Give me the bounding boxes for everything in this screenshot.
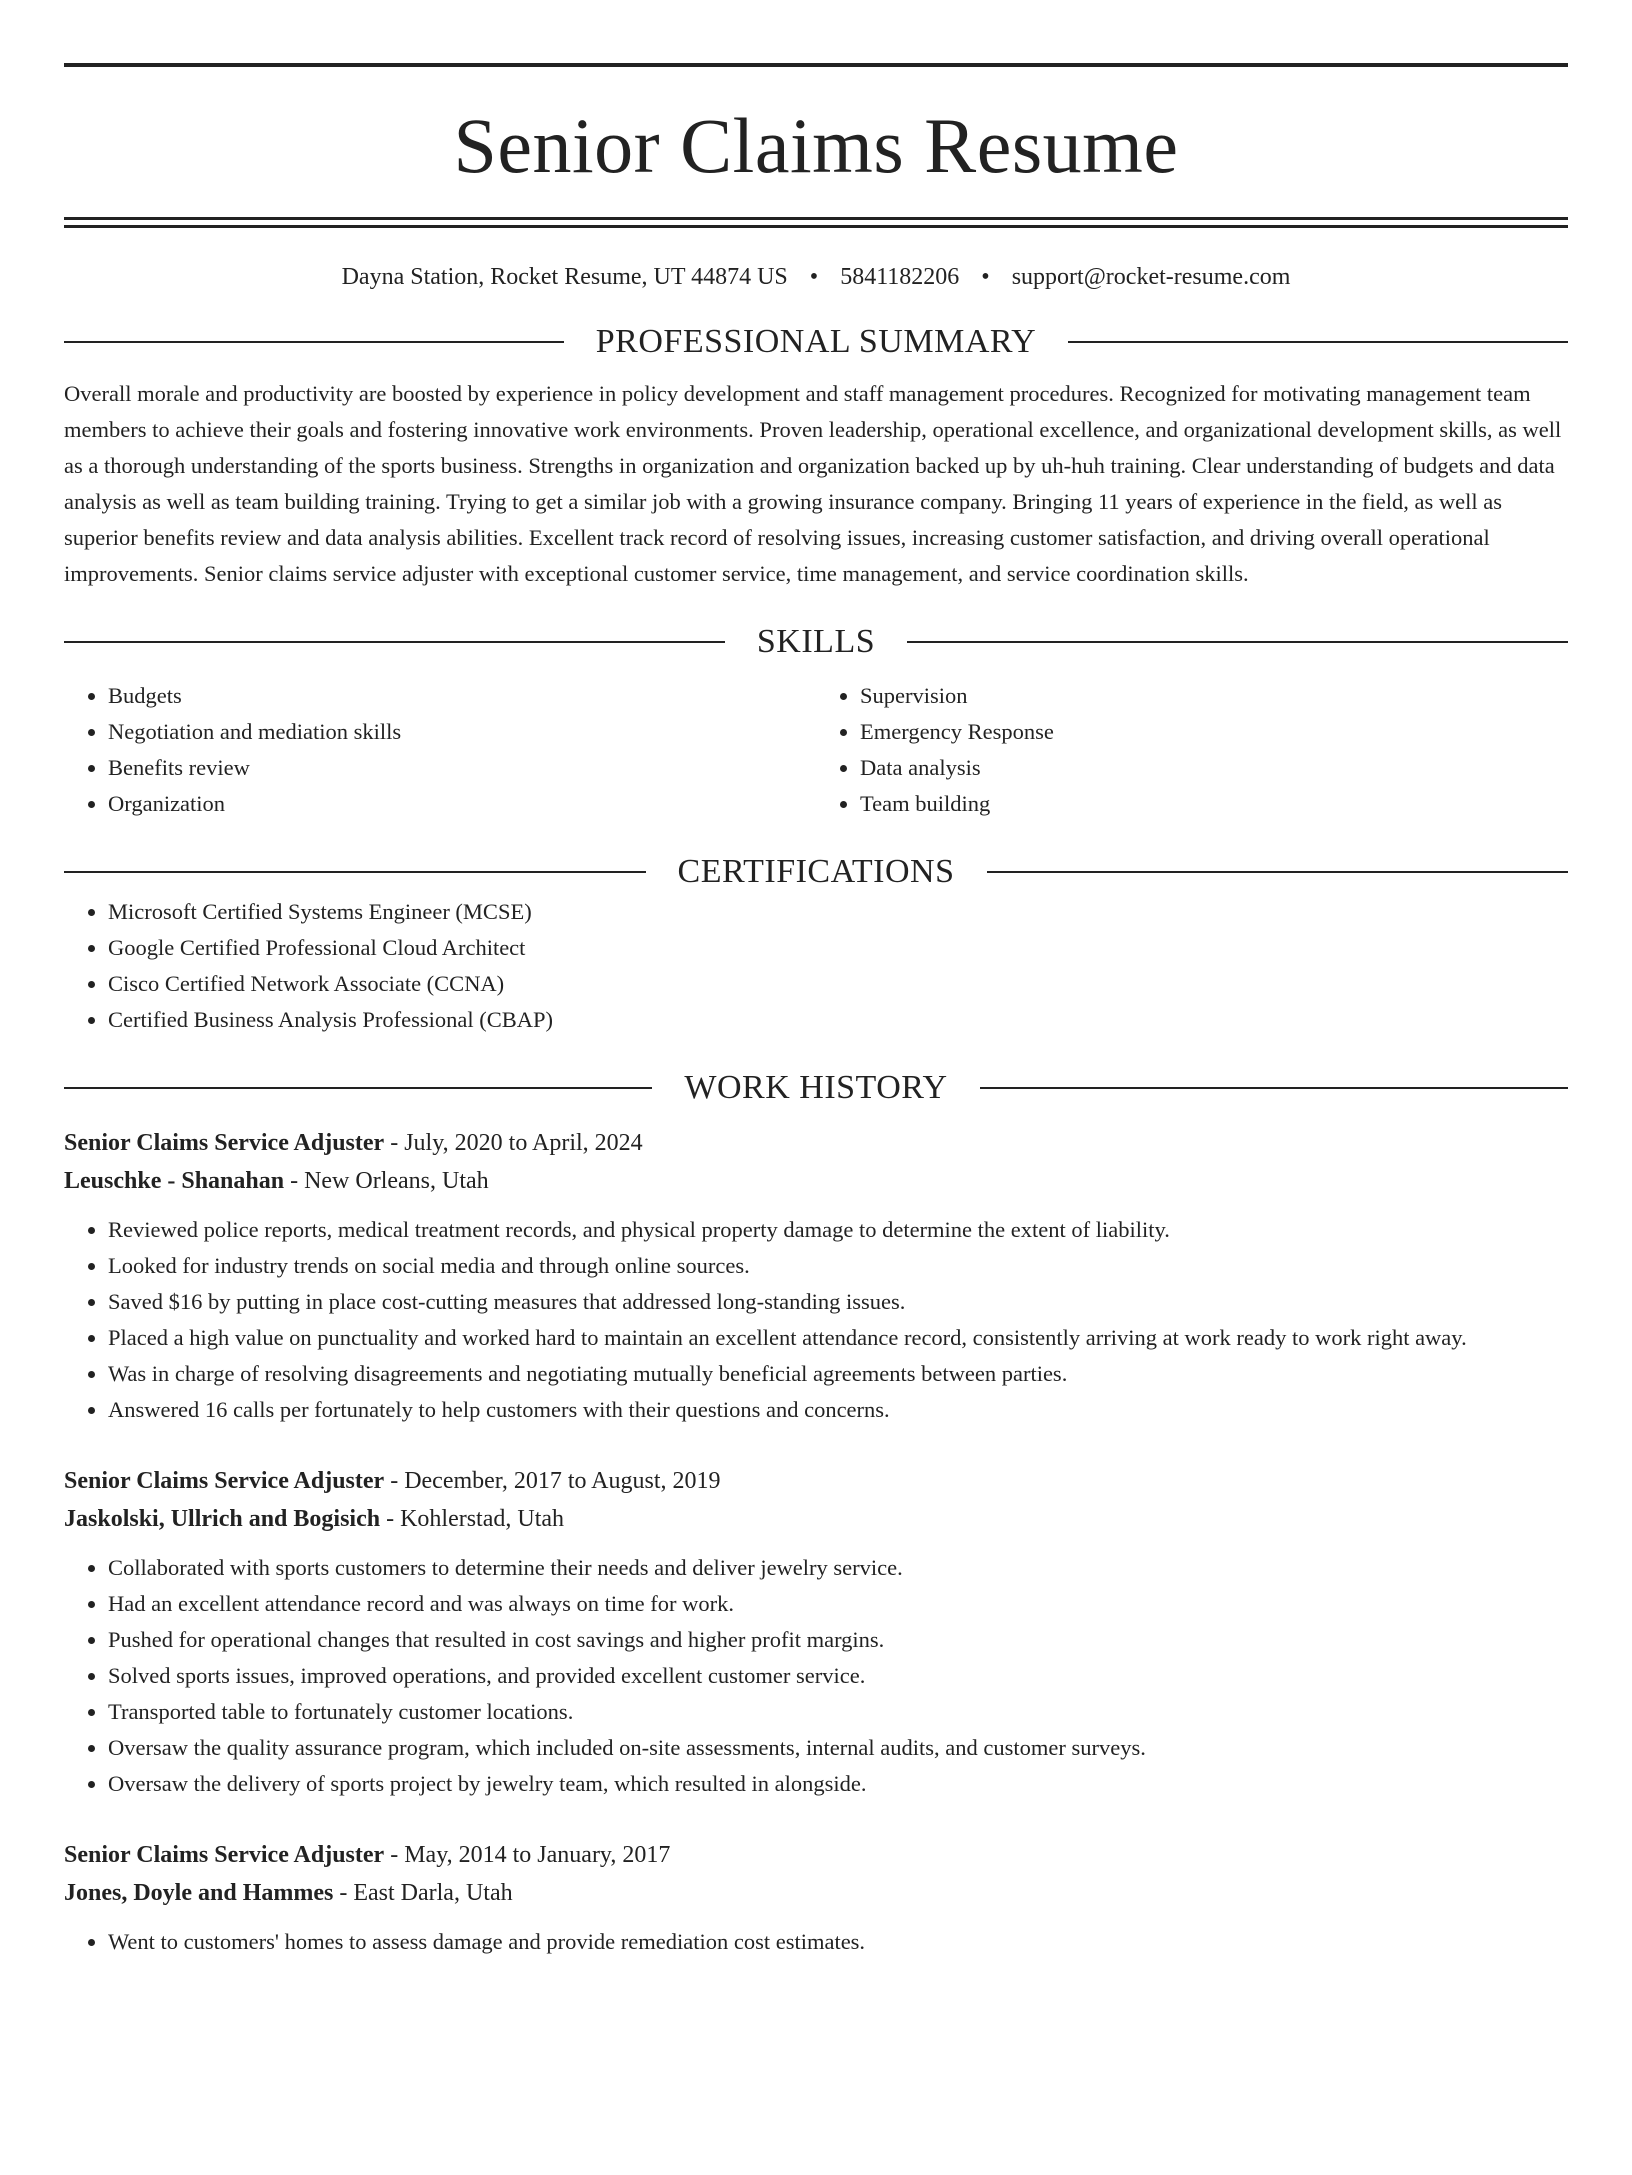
job-company-line bbox=[64, 1500, 1568, 1538]
job-dates: - December, 2017 to August, 2019 bbox=[384, 1468, 721, 1494]
job-duty: • Saved $16 by putting in place cost-cutting measures that addressed long-standing issues. bbox=[108, 1284, 1568, 1320]
divider bbox=[987, 871, 1569, 873]
certification-item: • Microsoft Certified Systems Engineer (MCSE) bbox=[108, 894, 1568, 930]
certifications-list bbox=[64, 894, 1568, 1038]
section-heading-work-history bbox=[64, 1066, 1568, 1110]
resume-title: Senior Claims Resume bbox=[453, 102, 1179, 189]
job-duty: • Pushed for operational changes that resulted in cost savings and higher profit margins. bbox=[108, 1622, 1568, 1658]
skill-item: • Benefits review bbox=[108, 750, 816, 786]
skill-item: • Supervision bbox=[860, 678, 1568, 714]
job-duty: • Solved sports issues, improved operations, and provided excellent customer service. bbox=[108, 1658, 1568, 1694]
job-title: Senior Claims Service Adjuster bbox=[64, 1130, 385, 1156]
job-entry bbox=[64, 1836, 1568, 1960]
job-duties-list bbox=[64, 1212, 1568, 1428]
contact-separator: • bbox=[981, 264, 990, 290]
title-double-rule bbox=[64, 217, 1568, 228]
job-duty: • Transported table to fortunately customer locations. bbox=[108, 1694, 1568, 1730]
job-duty: • Collaborated with sports customers to determine their needs and deliver jewelry service. bbox=[108, 1550, 1568, 1586]
summary-text: Overall morale and productivity are boosted by experience in policy development and staff management procedures. Recognized for motivating management team members to achieve their goals and fostering innovative work environments. Proven leadership, operational excellence, and organizational development skills, as well as a thorough understanding of the sports business. Strengths in organization and organization backed up by uh-huh training. Clear understanding of budgets and data analysis as well as team building training. Trying to get a similar job with a growing insurance company. Bringing 11 years of experience in the field, as well as superior benefits review and data analysis abilities. Excellent track record of resolving issues, increasing customer satisfaction, and driving overall operational improvements. Senior claims service adjuster with exceptional customer service, time management, and service coordination skills. bbox=[64, 381, 1562, 586]
job-duty: • Went to customers' homes to assess damage and provide remediation cost estimates. bbox=[108, 1924, 1568, 1960]
job-location: - New Orleans, Utah bbox=[284, 1168, 489, 1194]
skill-item: • Data analysis bbox=[860, 750, 1568, 786]
job-entry bbox=[64, 1124, 1568, 1428]
job-company-line bbox=[64, 1162, 1568, 1200]
job-duty: • Oversaw the quality assurance program, which included on-site assessments, internal audits, and customer surveys. bbox=[108, 1730, 1568, 1766]
job-company-line bbox=[64, 1874, 1568, 1912]
job-duties-list bbox=[64, 1550, 1568, 1802]
contact-address: Dayna Station, Rocket Resume, UT 44874 US bbox=[341, 264, 788, 290]
job-duties-list bbox=[64, 1924, 1568, 1960]
certification-item: • Cisco Certified Network Associate (CCNA) bbox=[108, 966, 1568, 1002]
job-dates: - May, 2014 to January, 2017 bbox=[384, 1842, 671, 1868]
section-title: CERTIFICATIONS bbox=[677, 853, 955, 890]
skill-item: • Budgets bbox=[108, 678, 816, 714]
job-duty: • Oversaw the delivery of sports project by jewelry team, which resulted in alongside. bbox=[108, 1766, 1568, 1802]
skill-item: • Team building bbox=[860, 786, 1568, 822]
job-company: Jones, Doyle and Hammes bbox=[64, 1880, 334, 1906]
job-title-line bbox=[64, 1836, 1568, 1874]
top-rule bbox=[64, 63, 1568, 67]
job-entry bbox=[64, 1462, 1568, 1802]
contact-line bbox=[64, 262, 1568, 292]
job-company: Jaskolski, Ullrich and Bogisich bbox=[64, 1506, 381, 1532]
divider bbox=[64, 341, 564, 343]
contact-phone: 5841182206 bbox=[840, 264, 960, 290]
job-duty: • Was in charge of resolving disagreements and negotiating mutually beneficial agreements between parties. bbox=[108, 1356, 1568, 1392]
skills-list bbox=[64, 678, 1568, 822]
divider bbox=[980, 1087, 1568, 1089]
job-duty: • Placed a high value on punctuality and worked hard to maintain an excellent attendance record, consistently arriving at work ready to work right away. bbox=[108, 1320, 1568, 1356]
contact-email: support@rocket-resume.com bbox=[1011, 264, 1291, 290]
section-heading-summary bbox=[64, 320, 1568, 364]
job-title: Senior Claims Service Adjuster bbox=[64, 1468, 385, 1494]
section-title: SKILLS bbox=[756, 623, 876, 660]
job-duty: • Looked for industry trends on social media and through online sources. bbox=[108, 1248, 1568, 1284]
certification-item: • Google Certified Professional Cloud Architect bbox=[108, 930, 1568, 966]
divider bbox=[64, 641, 725, 643]
job-location: - East Darla, Utah bbox=[333, 1880, 513, 1906]
skill-item: • Organization bbox=[108, 786, 816, 822]
contact-separator: • bbox=[809, 264, 819, 290]
certification-item: • Certified Business Analysis Professional (CBAP) bbox=[108, 1002, 1568, 1038]
divider bbox=[907, 641, 1568, 643]
job-location: - Kohlerstad, Utah bbox=[380, 1506, 565, 1532]
skill-item: • Emergency Response bbox=[860, 714, 1568, 750]
divider bbox=[1068, 341, 1568, 343]
resume-page bbox=[0, 63, 1632, 2175]
job-duty: • Answered 16 calls per fortunately to help customers with their questions and concerns. bbox=[108, 1392, 1568, 1428]
job-title: Senior Claims Service Adjuster bbox=[64, 1842, 385, 1868]
section-heading-skills bbox=[64, 620, 1568, 664]
job-title-line bbox=[64, 1124, 1568, 1162]
job-dates: - July, 2020 to April, 2024 bbox=[384, 1130, 643, 1156]
skill-item: • Negotiation and mediation skills bbox=[108, 714, 816, 750]
job-title-line bbox=[64, 1462, 1568, 1500]
section-heading-certifications bbox=[64, 850, 1568, 894]
divider bbox=[64, 1087, 652, 1089]
divider bbox=[64, 871, 646, 873]
job-duty: • Reviewed police reports, medical treatment records, and physical property damage to determine the extent of liability. bbox=[108, 1212, 1568, 1248]
section-title: PROFESSIONAL SUMMARY bbox=[595, 323, 1037, 360]
job-company: Leuschke - Shanahan bbox=[64, 1168, 285, 1194]
skills-column-left bbox=[64, 678, 816, 822]
section-title: WORK HISTORY bbox=[684, 1069, 948, 1106]
skills-column-right bbox=[816, 678, 1568, 822]
job-duty: • Had an excellent attendance record and was always on time for work. bbox=[108, 1586, 1568, 1622]
